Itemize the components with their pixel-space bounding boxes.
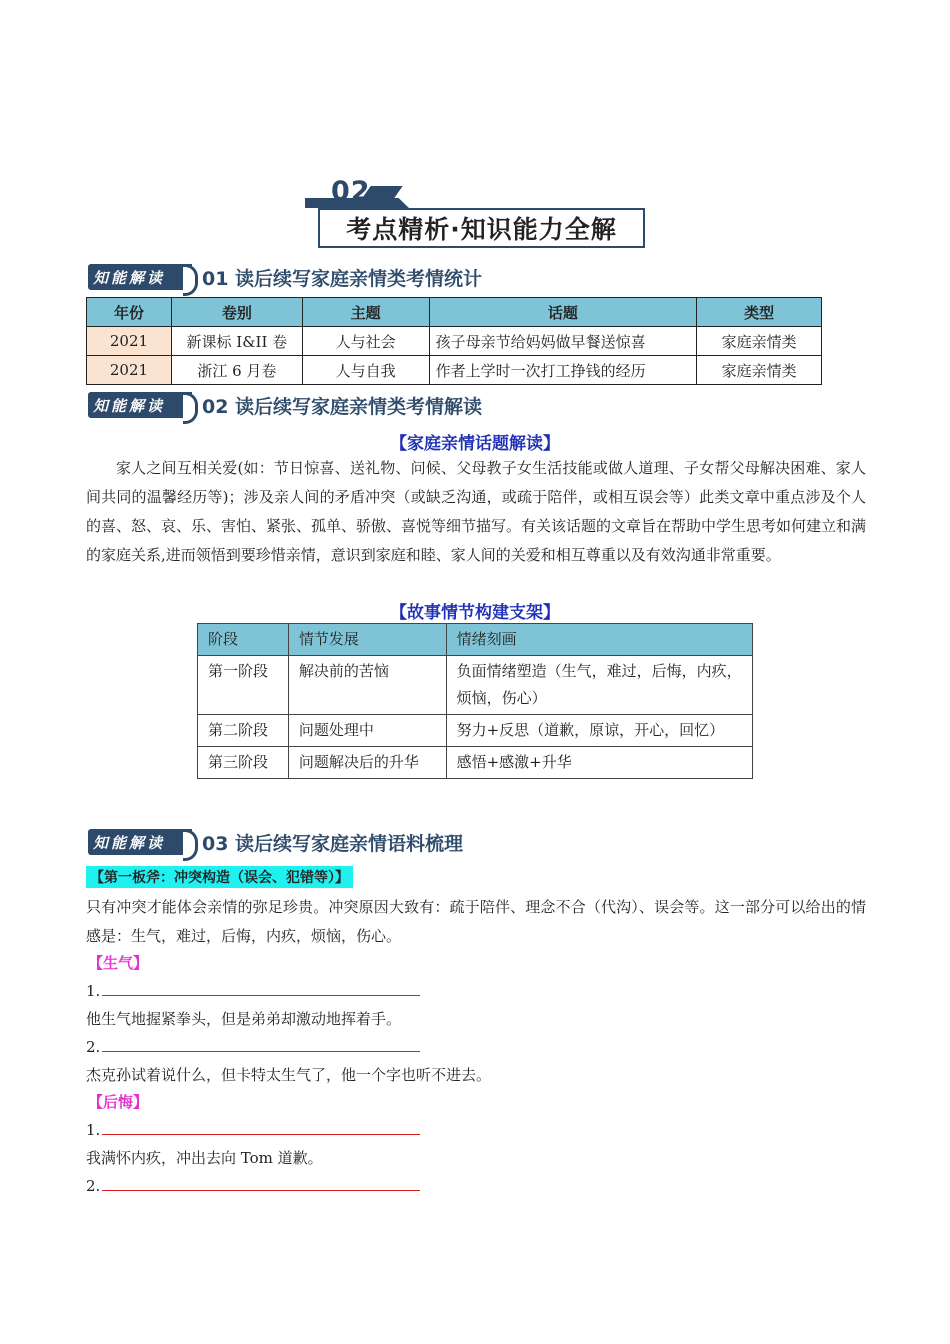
section-heading-01 (88, 263, 482, 291)
regret-blank-1 (86, 1119, 420, 1141)
table-cell: 第三阶段 (198, 747, 289, 779)
table-cell: 人与社会 (302, 327, 429, 356)
table-cell: 新课标 I&II 卷 (171, 327, 302, 356)
table-cell: 努力+反思（道歉，原谅，开心，回忆） (446, 715, 752, 747)
item-number: 1. (86, 982, 101, 1000)
table-row (87, 327, 822, 356)
table-cell: 第二阶段 (198, 715, 289, 747)
answer-blank[interactable] (102, 1175, 420, 1191)
item-number: 2. (86, 1177, 101, 1195)
axe1-paragraph: 只有冲突才能体会亲情的弥足珍贵。冲突原因大致有：疏于陪伴、理念不合（代沟）、误会等。这一部分可以给出的情感是：生气，难过，后悔，内疚，烦恼，伤心。 (86, 898, 866, 945)
answer-blank[interactable] (102, 980, 420, 996)
regret-blank-2 (86, 1175, 420, 1197)
topic-paragraph: 家人之间互相关爱(如：节日惊喜、送礼物、问候、父母教子女生活技能或做人道理、子女帮父母解决困难、家人间共同的温馨经历等)；涉及亲人间的矛盾冲突（或缺乏沟通，或疏于陪伴，或相互误会等）此类文章中重点涉及个人的喜、怒、哀、乐、害怕、紧张、孤单、骄傲、喜悦等细节描写。有关该话题的文章旨在帮助中学生思考如何建立和满的家庭关系,进而领悟到要珍惜亲情，意识到家庭和睦、家人间的关爱和相互尊重以及有效沟通非常重要。 (86, 459, 867, 564)
item-number: 2. (86, 1038, 101, 1056)
table-header-row (198, 624, 753, 656)
section-tag: 知能解读 (88, 392, 192, 418)
table-cell: 问题解决后的升华 (288, 747, 446, 779)
answer-blank[interactable] (102, 1036, 420, 1052)
table-header: 情节发展 (288, 624, 446, 656)
section-title: 03 读后续写家庭亲情语料梳理 (202, 832, 464, 855)
table-header: 类型 (697, 298, 822, 327)
table-header-row (87, 298, 822, 327)
axe1-heading: 【第一板斧：冲突构造（误会、犯错等）】 (86, 866, 353, 888)
answer-blank[interactable] (102, 1119, 420, 1135)
table-cell: 浙江 6 月卷 (171, 356, 302, 385)
table-cell: 人与自我 (302, 356, 429, 385)
table-row (198, 656, 753, 715)
table-cell: 问题处理中 (288, 715, 446, 747)
chapter-number: 02 (331, 176, 371, 207)
table-header: 阶段 (198, 624, 289, 656)
table-row (198, 747, 753, 779)
table-cell: 2021 (87, 327, 172, 356)
table-cell: 作者上学时一次打工挣钱的经历 (429, 356, 697, 385)
table-header: 话题 (429, 298, 697, 327)
table-header: 年份 (87, 298, 172, 327)
anger-label: 【生气】 (88, 954, 149, 972)
plot-title: 【故事情节构建支架】 (390, 603, 560, 623)
section-tag: 知能解读 (88, 264, 192, 290)
section-heading-03 (88, 828, 463, 856)
table-cell: 感悟+感激+升华 (446, 747, 752, 779)
chapter-title: 考点精析·知识能力全解 (346, 215, 617, 244)
section-title: 01 读后续写家庭亲情类考情统计 (202, 267, 483, 290)
table-cell: 2021 (87, 356, 172, 385)
anger-sentence-2: 杰克孙试着说什么，但卡特太生气了，他一个字也听不进去。 (86, 1066, 492, 1084)
anger-sentence-1: 他生气地握紧拳头，但是弟弟却激动地挥着手。 (86, 1010, 402, 1028)
table-row (87, 356, 822, 385)
anger-blank-2 (86, 1036, 420, 1058)
item-number: 1. (86, 1121, 101, 1139)
table-header: 卷别 (171, 298, 302, 327)
exam-stats-table (86, 297, 822, 385)
anger-blank-1 (86, 980, 420, 1002)
table-cell: 家庭亲情类 (697, 327, 822, 356)
chapter-title-box (318, 208, 645, 248)
chapter-banner (305, 176, 647, 252)
table-cell: 负面情绪塑造（生气，难过，后悔，内疚，烦恼，伤心） (446, 656, 752, 715)
table-cell: 第一阶段 (198, 656, 289, 715)
regret-label: 【后悔】 (88, 1093, 149, 1111)
topic-title: 【家庭亲情话题解读】 (390, 434, 560, 454)
section-title: 02 读后续写家庭亲情类考情解读 (202, 395, 483, 418)
table-header: 情绪刻画 (446, 624, 752, 656)
plot-framework-table (197, 623, 753, 779)
table-header: 主题 (302, 298, 429, 327)
table-cell: 孩子母亲节给妈妈做早餐送惊喜 (429, 327, 697, 356)
section-heading-02 (88, 391, 482, 419)
section-tag: 知能解读 (88, 829, 192, 855)
table-cell: 家庭亲情类 (697, 356, 822, 385)
table-row (198, 715, 753, 747)
regret-sentence-1: 我满怀内疚，冲出去向 Tom 道歉。 (86, 1149, 323, 1167)
table-cell: 解决前的苦恼 (288, 656, 446, 715)
